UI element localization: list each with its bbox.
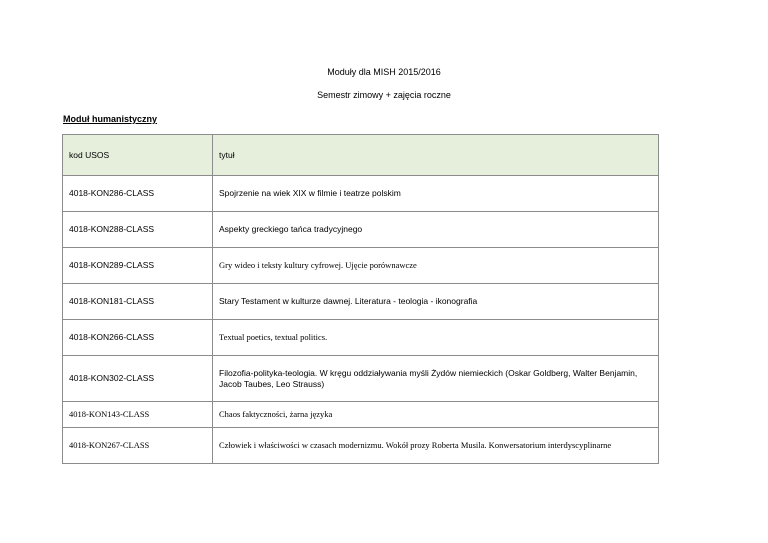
table-row bbox=[63, 248, 659, 284]
document-subtitle: Semestr zimowy + zajęcia roczne bbox=[317, 90, 451, 100]
course-title: Chaos faktyczności, żarna języka bbox=[213, 402, 659, 428]
course-title: Textual poetics, textual politics. bbox=[213, 320, 659, 356]
course-code: 4018-KON286-CLASS bbox=[63, 176, 213, 212]
table-header-row bbox=[63, 135, 659, 176]
course-code: 4018-KON266-CLASS bbox=[63, 320, 213, 356]
table-row bbox=[63, 320, 659, 356]
column-header-title: tytuł bbox=[213, 135, 659, 176]
course-code: 4018-KON302-CLASS bbox=[63, 356, 213, 402]
table-row bbox=[63, 284, 659, 320]
course-title: Aspekty greckiego tańca tradycyjnego bbox=[213, 212, 659, 248]
table-row bbox=[63, 356, 659, 402]
course-title: Człowiek i właściwości w czasach modernizmu. Wokół prozy Roberta Musila. Konwersatorium interdyscyplinarne bbox=[213, 428, 659, 464]
table-row bbox=[63, 212, 659, 248]
document-title: Moduły dla MISH 2015/2016 bbox=[327, 67, 441, 77]
table-row bbox=[63, 428, 659, 464]
table-row bbox=[63, 176, 659, 212]
course-title: Stary Testament w kulturze dawnej. Literatura - teologia - ikonografia bbox=[213, 284, 659, 320]
course-code: 4018-KON267-CLASS bbox=[63, 428, 213, 464]
course-code: 4018-KON289-CLASS bbox=[63, 248, 213, 284]
modules-table bbox=[62, 134, 659, 464]
course-title: Filozofia-polityka-teologia. W kręgu oddziaływania myśli Żydów niemieckich (Oskar Goldberg, Walter Benjamin, Jacob Taubes, Leo Strauss) bbox=[213, 356, 659, 402]
course-code: 4018-KON181-CLASS bbox=[63, 284, 213, 320]
table-row bbox=[63, 402, 659, 428]
course-title: Gry wideo i teksty kultury cyfrowej. Ujęcie porównawcze bbox=[213, 248, 659, 284]
section-heading: Moduł humanistyczny bbox=[63, 114, 158, 124]
column-header-code: kod USOS bbox=[63, 135, 213, 176]
course-title: Spojrzenie na wiek XIX w filmie i teatrze polskim bbox=[213, 176, 659, 212]
course-code: 4018-KON288-CLASS bbox=[63, 212, 213, 248]
course-code: 4018-KON143-CLASS bbox=[63, 402, 213, 428]
